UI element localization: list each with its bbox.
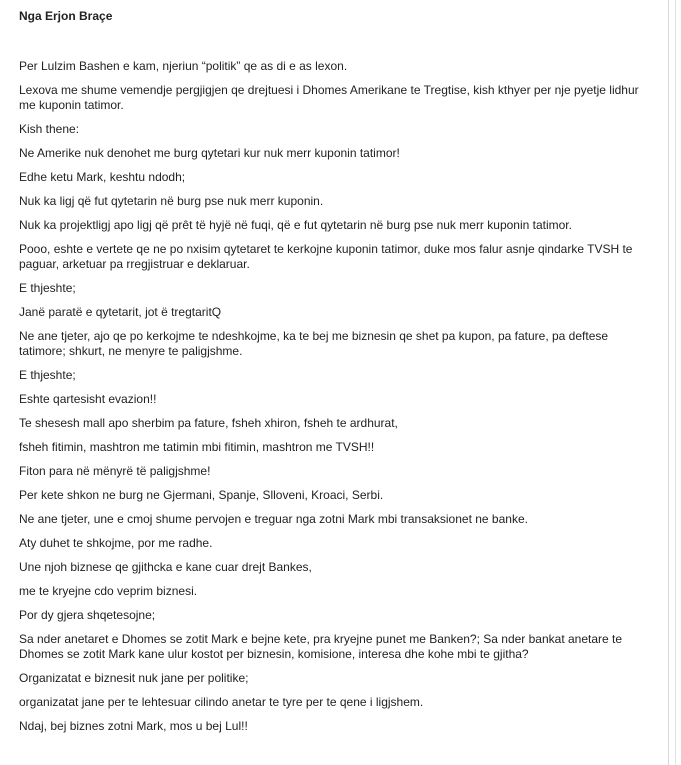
article-author: Nga Erjon Braçe bbox=[19, 9, 113, 23]
article-body bbox=[19, 59, 649, 743]
article-paragraph: E thjeshte; bbox=[19, 281, 76, 295]
article-paragraph: fsheh fitimin, mashtron me tatimin mbi fitimin, mashtron me TVSH!! bbox=[19, 440, 375, 454]
article-paragraph: Per kete shkon ne burg ne Gjermani, Spanje, Slloveni, Kroaci, Serbi. bbox=[19, 488, 384, 502]
article-paragraph: Nuk ka ligj që fut qytetarin në burg pse nuk merr kuponin. bbox=[19, 194, 324, 208]
article-paragraph: Nuk ka projektligj apo ligj që prêt të hyjë në fuqi, që e fut qytetarin në burg pse nuk merr kuponin tatimor. bbox=[19, 218, 572, 232]
article-paragraph: Ne Amerike nuk denohet me burg qytetari kur nuk merr kuponin tatimor! bbox=[19, 146, 400, 160]
article-paragraph: Fiton para në mënyrë të paligjshme! bbox=[19, 464, 211, 478]
article-paragraph: me te kryejne cdo veprim biznesi. bbox=[19, 584, 198, 598]
article-paragraph: Ne ane tjeter, une e cmoj shume pervojen e treguar nga zotni Mark mbi transaksionet ne banke. bbox=[19, 512, 528, 526]
article-paragraph: Janë paratë e qytetarit, jot ë tregtaritQ bbox=[19, 305, 222, 319]
divider bbox=[675, 0, 676, 765]
article-paragraph: Por dy gjera shqetesojne; bbox=[19, 608, 156, 622]
article-paragraph: Eshte qartesisht evazion!! bbox=[19, 392, 157, 406]
article-paragraph: Aty duhet te shkojme, por me radhe. bbox=[19, 536, 213, 550]
article-paragraph: Organizatat e biznesit nuk jane per politike; bbox=[19, 671, 249, 685]
article-paragraph: organizatat jane per te lehtesuar cilindo anetar te tyre per te qene i ligjshem. bbox=[19, 695, 424, 709]
article-paragraph: Kish thene: bbox=[19, 122, 80, 136]
article-paragraph: Sa nder anetaret e Dhomes se zotit Mark e bejne kete, pra kryejne punet me Banken?; Sa nder bankat anetare te Dhomes se zotit Mark kane ulur kostot per biznesin, komisione, interesa dhe kohe mbi te gjitha? bbox=[19, 632, 623, 661]
article-paragraph: Ne ane tjeter, ajo qe po kerkojme te ndeshkojme, ka te bej me biznesin qe shet pa kupon, pa fature, pa deftese tatimore; shkurt, ne menyre te paligjshme. bbox=[19, 329, 609, 358]
article-paragraph: Per Lulzim Bashen e kam, njeriun “politik” qe as di e as lexon. bbox=[19, 59, 348, 73]
article-paragraph: Pooo, eshte e vertete qe ne po nxisim qytetaret te kerkojne kuponin tatimor, duke mos falur asnje qindarke TVSH te paguar, arketuar pa rregjistruar e deklaruar. bbox=[19, 242, 633, 271]
article-paragraph: E thjeshte; bbox=[19, 368, 76, 382]
article-paragraph: Lexova me shume vemendje pergjigjen qe drejtuesi i Dhomes Amerikane te Tregtise, kish kthyer per nje pyetje lidhur me kuponin tatimor. bbox=[19, 83, 639, 112]
article-paragraph: Une njoh biznese qe gjithcka e kane cuar drejt Bankes, bbox=[19, 560, 312, 574]
page-scroll-edge bbox=[669, 0, 681, 765]
article-paragraph: Ndaj, bej biznes zotni Mark, mos u bej Lul!! bbox=[19, 719, 248, 733]
article-paragraph: Edhe ketu Mark, keshtu ndodh; bbox=[19, 170, 186, 184]
article-paragraph: Te shesesh mall apo sherbim pa fature, fsheh xhiron, fsheh te ardhurat, bbox=[19, 416, 398, 430]
